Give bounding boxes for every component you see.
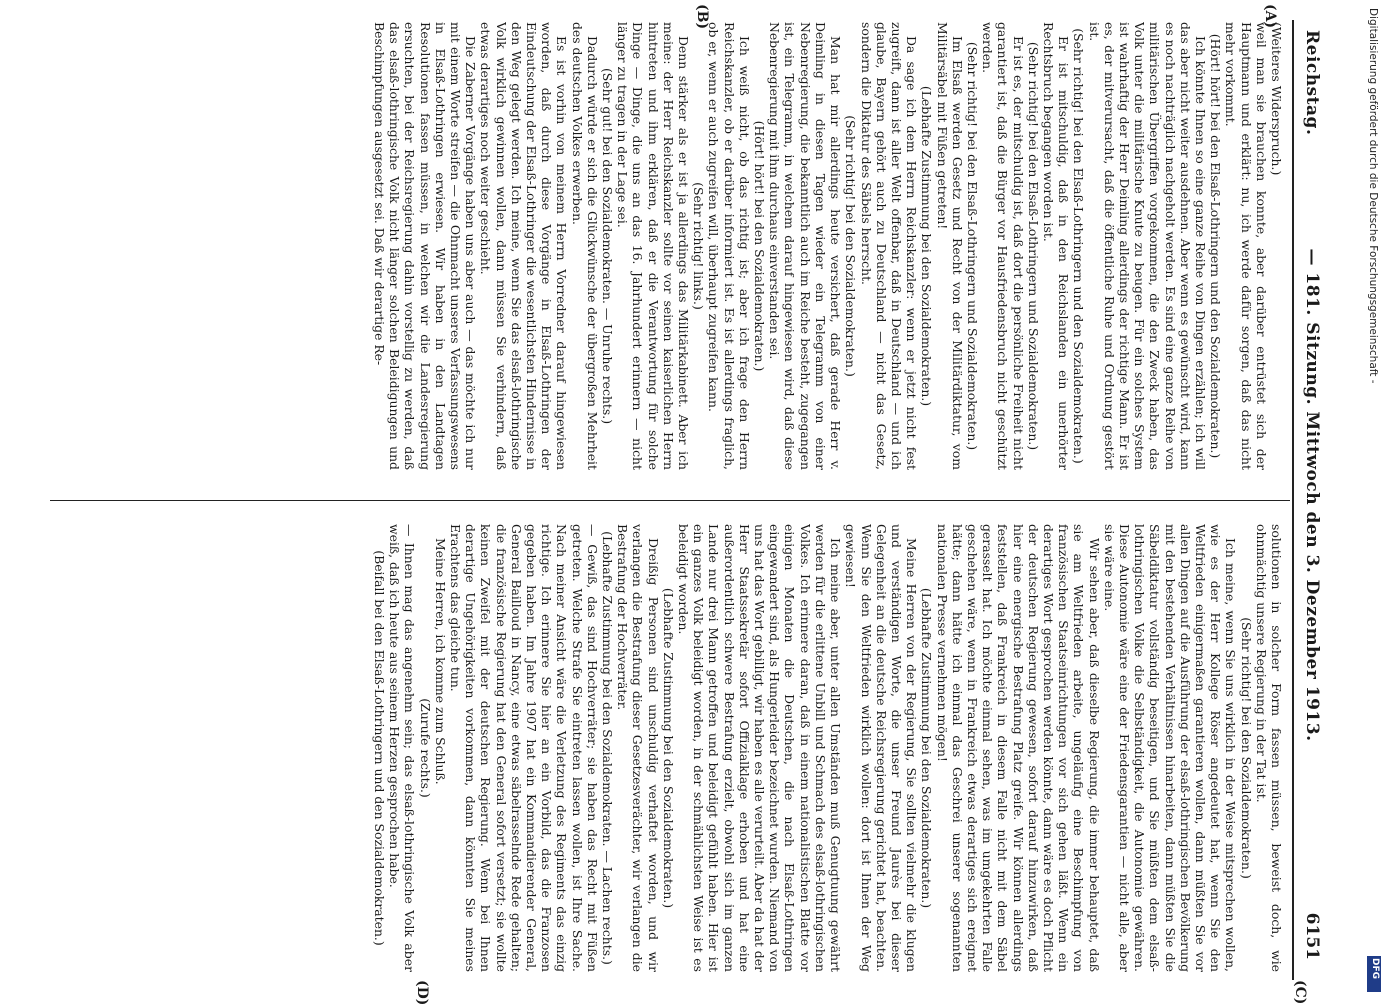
text-column-right xyxy=(54,524,1284,972)
credit-text: Digitalisierung gefördert durch die Deutsche Forschungsgemeinschaft - xyxy=(1367,8,1379,384)
margin-marker-d: (D) xyxy=(414,980,430,1005)
header-rule xyxy=(1292,20,1294,980)
dfg-logo-text: DFG xyxy=(1370,958,1380,980)
paragraph: Ich könnte Ihnen so eine ganze Reihe von Dingen erzählen; ich will das aber nicht weiter ausdehnen. Aber wenn es gewünscht wird, kann es noch nachträglich nachgeholt werden. Es sind eine ganze Reihe von militärischen Übergriffen vorgekommen, die den Zweck haben, das Volk unter die militärische Knute zu beugen. Für ein solches System ist wahrhaftig der Herr Deimling allerdings der richtige Mann. Er ist es, der mitverursacht, daß die öffentliche Ruhe und Ordnung gestört ist. xyxy=(1086,22,1208,470)
stage-direction: (Sehr richtig! bei den Elsaß-Lothringern und Sozialdemokraten.) xyxy=(1025,41,1041,451)
paragraph: Wir sehen aber, daß dieselbe Regierung, die immer behauptet, daß sie am Weltfrieden arbeite, ungeläufig eine Beschimpfung von französischen Staatseinrichtungen vor sich gehen läßt. Wenn ein derartiges Wort gesprochen werden könnte, dann wäre es doch Pflicht der deutschen Regierung gewesen, sofort darauf hinzuwirken, daß hier eine energische Bestrafung Platz greife. Wir können allerdings feststellen, daß Frankreich in diesem Falle nicht mit dem Säbel gerasselt hat. Ich möchte einmal sehen, was im umgekehrten Falle geschehen wäre, wenn in Frankreich etwas derartiges sich ereignet hätte; dann hätte ich einmal das Geschrei unserer sogenannten nationalen Presse vernehmen mögen! xyxy=(934,524,1102,972)
stage-direction: (Lebhafte Zustimmung bei den Sozialdemokraten.) xyxy=(919,85,935,407)
page-header xyxy=(1294,30,1322,960)
column-separator xyxy=(50,500,1290,501)
paragraph: (Weiteres Widerspruch.) xyxy=(1269,22,1284,176)
dfg-logo xyxy=(1367,956,1381,992)
stage-direction: (Lebhafte Zustimmung bei den Sozialdemokraten.) xyxy=(660,587,676,909)
paragraph: Ich weiß nicht, ob das richtig ist; aber ich frage den Herrn Reichskanzler, ob er darüber informiert ist. Es ist allerdings fraglich, ob er, wenn er auch zugreifen will, überhaupt zugreifen kann. xyxy=(706,22,752,470)
digitization-credit xyxy=(1335,0,1383,1000)
paragraph: — Gewiß, das sind Hochverräter; sie haben das Recht mit Füßen getreten. Welche Strafe Sie eintreten lassen wollen, ist Ihre Sache. Nach meiner Ansicht wäre die Verletzung des Regiments das einzig richtige. Ich erinnere Sie hier an ein Vorbild, das die Franzosen gegeben haben. Im Jahre 1907 hat ein Kommandierender General, General Bailloud in Nancy, eine etwas säbelrasselnde Rede gehalten; die französische Regierung hat den General sofort versetzt; sie wollte keinen Zweifel mit der deutschen Regierung. Wenn bei Ihnen derartige Ungehörigkeiten vorkommen, dann könnten Sie meines Erachtens das gleiche tun. xyxy=(448,524,600,972)
paragraph: Es ist vorhin von meinem Herrn Vorredner darauf hingewiesen worden, daß durch diese Vorgänge in Elsaß-Lothringen der Eindeutschung der Elsaß-Lothringer die wesentlichsten Hindernisse in den Weg gelegt werden. Ich meine, wenn Sie das elsaß-lothringische Volk wirklich gewinnen wollen, dann müssen Sie verhindern, daß etwas derartiges noch weiter geschieht. xyxy=(478,22,570,470)
paragraph: Meine Herren, ich komme zum Schluß. xyxy=(432,538,448,785)
stage-direction: (Sehr richtig! bei den Sozialdemokraten.) xyxy=(1238,617,1254,879)
header-left: Reichstag. xyxy=(1302,30,1322,136)
document-page xyxy=(25,0,1330,1005)
stage-direction: (Sehr richtig! bei den Sozialdemokraten.) xyxy=(843,115,859,377)
header-title: — 181. Sitzung. Mittwoch den 3. Dezember 1913. xyxy=(1302,248,1322,742)
stage-direction: (Sehr richtig! bei den Elsaß-Lothringern und den Sozialdemokraten.) xyxy=(1071,28,1087,464)
stage-direction: (Zurufe rechts.) xyxy=(417,698,433,798)
stage-direction: (Hört! hört! bei den Elsaß-Lothringern und den Sozialdemokraten.) xyxy=(1208,33,1224,459)
margin-marker-b: (B) xyxy=(694,4,710,30)
stage-direction: (Lebhafte Zustimmung bei den Sozialdemokraten. — Lachen rechts.) xyxy=(600,531,616,965)
paragraph: Ich meine aber, unter allen Umständen muß Genugtuung gewährt werden für die erlittene Unbill und Schmach des elsaß-lothringischen Volkes. Ich erinnere daran, daß in einem nationalistischen Blatte vor einigen Monaten die Deutschen, die nach Elsaß-Lothringen eingewandert sind, als Hungerleider bezeichnet wurden. Niemand von uns hat das Wort gebilligt, wir haben es alle verurteilt. Aber da hat der Herr Staatssekretär sofort Offizialklage erhoben und hat eine außerordentlich schwere Bestrafung erzielt, obwohl sich im ganzen Lande nur drei Mann getroffen und beleidigt gefühlt haben. Hier ist ein ganzes Volk beleidigt worden, in der schmählichsten Weise ist es beleidigt worden. xyxy=(676,524,844,972)
paragraph: weil man sie brauchen konnte, aber darüber entrüstet sich der Hauptmann und erklärt: nu, ich werde dafür sorgen, daß das nicht mehr vorkommt. xyxy=(1223,22,1269,470)
margin-marker-a: (A) xyxy=(1262,4,1278,29)
paragraph: Da sage ich dem Herrn Reichskanzler: wenn er jetzt nicht fest zugreift, dann ist aller Welt offenbar, daß in Deutschland — und ich glaube, Bayern gehört auch zu Deutschland — nicht das Gesetz, sondern die Diktatur des Säbels herrscht. xyxy=(858,22,920,470)
paragraph: solutionen in solcher Form fassen müssen, beweist doch, wie ohnmächtig unsere Regierung in der Tat ist. xyxy=(1253,524,1284,972)
stage-direction: (Sehr richtig! bei den Elsaß-Lothringern und Sozialdemokraten.) xyxy=(964,41,980,451)
paragraph: Ich meine, wenn Sie uns wirklich in der Weise mitsprechen wollen, wie es der Herr Kollege Röser angedeutet hat, wenn Sie den Weltfrieden einigermaßen garantieren wollen, dann müßten Sie vor allen Dingen auf die Ausführung der elsaß-lothringischen Bevölkerung mit den bestehenden Verhältnissen hinarbeiten, dann müßten Sie die Säbeldiktatur vollständig beseitigen, und Sie müßten dem elsaß-lothringischen Volke die Selbständigkeit, die Autonomie gewähren. Diese Autonomie wäre eine der Friedensgarantien — nicht alle, aber sie wäre eine. xyxy=(1101,524,1239,972)
paragraph: — Ihnen mag das angenehm sein; das elsaß-lothringische Volk aber weiß, daß ich heute aus seinem Herzen gesprochen habe. xyxy=(387,524,418,972)
paragraph: Im Elsaß werden Gesetz und Recht von der Militärdiktatur, vom Militärsäbel mit Füßen getreten! xyxy=(934,22,965,470)
paragraph: Er ist mitschuldig, daß in den Reichslanden ein unerhörter Rechtsbruch begangen worden ist. xyxy=(1040,22,1072,470)
text-column-left xyxy=(54,22,1284,470)
stage-direction: (Sehr richtig! links.) xyxy=(691,182,707,310)
paragraph: Dadurch würde er sich die Glückwünsche der übergroßen Mehrheit des deutschen Volkes erwerben. xyxy=(569,22,600,470)
paragraph: Dreißig Personen sind unschuldig verhaftet worden, und wir verlangen die Bestrafung dieser Gesetzesverächter, wir verlangen die Bestrafung der Hochverräter. xyxy=(615,524,661,972)
paragraph: Er ist es, der mitschuldig ist, daß dort die persönliche Freiheit nicht garantiert ist, daß die Bürger vor Hausfriedensbruch nicht geschützt werden. xyxy=(980,22,1026,470)
paragraph: Die Zaberner Vorgänge haben uns aber auch — das möchte ich nur mit einem Worte streifen — die Ohnmacht unseres Verfassungswesens in Elsaß-Lothringen erwiesen. Wir haben in den Landtagen Resolutionen fassen müssen, in welchen wir die Landesregierung ersuchten, bei der Reichsregierung dahin vorstellig zu werden, daß das elsaß-lothringische Volk nicht länger solchen Beleidigungen und Beschimpfungen ausgesetzt sei. Daß wir derartige Re- xyxy=(372,22,479,470)
stage-direction: (Sehr gut! bei den Sozialdemokraten. — Unruhe rechts.) xyxy=(600,67,616,425)
stage-direction: (Hört! hört! bei den Sozialdemokraten.) xyxy=(752,120,768,372)
paragraph: Man hat mir allerdings heute versichert, daß gerade Herr v. Deimling in diesen Tagen wieder ein Telegramm von einer Nebenregierung, die bekanntlich auch im Reiche besteht, zugegangen ist, ein Telegramm, in welchem darauf hingewiesen wird, daß diese Nebenregierung mit ihm durchaus einverstanden sei. xyxy=(767,22,844,470)
stage-direction: (Lebhafte Zustimmung bei den Sozialdemokraten.) xyxy=(919,587,935,909)
paragraph: Denn stärker als er ist ja allerdings das Militärkabinett. Aber ich meine: der Herr Reichskanzler sollte vor seinen kaiserlichen Herrn hintreten und ihm erklären, daß er die Verantwortung für solche Dinge — Dinge, die uns an das 16. Jahrhundert erinnern — nicht länger zu tragen in der Lage sei. xyxy=(615,22,692,470)
page-number: 6151 xyxy=(1302,912,1322,960)
stage-direction: (Beifall bei den Elsaß-Lothringern und den Sozialdemokraten.) xyxy=(372,550,388,946)
margin-marker-c: (C) xyxy=(1292,980,1308,1005)
paragraph: Meine Herren von der Regierung, Sie sollten vielmehr die klugen und verständigen Worte, die unser Freund Jaurès bei dieser Gelegenheit an die deutsche Reichsregierung gerichtet hat, beachten. Wenn Sie den Weltfrieden wirklich wollen: dort ist Ihnen der Weg gewiesen! xyxy=(843,524,920,972)
